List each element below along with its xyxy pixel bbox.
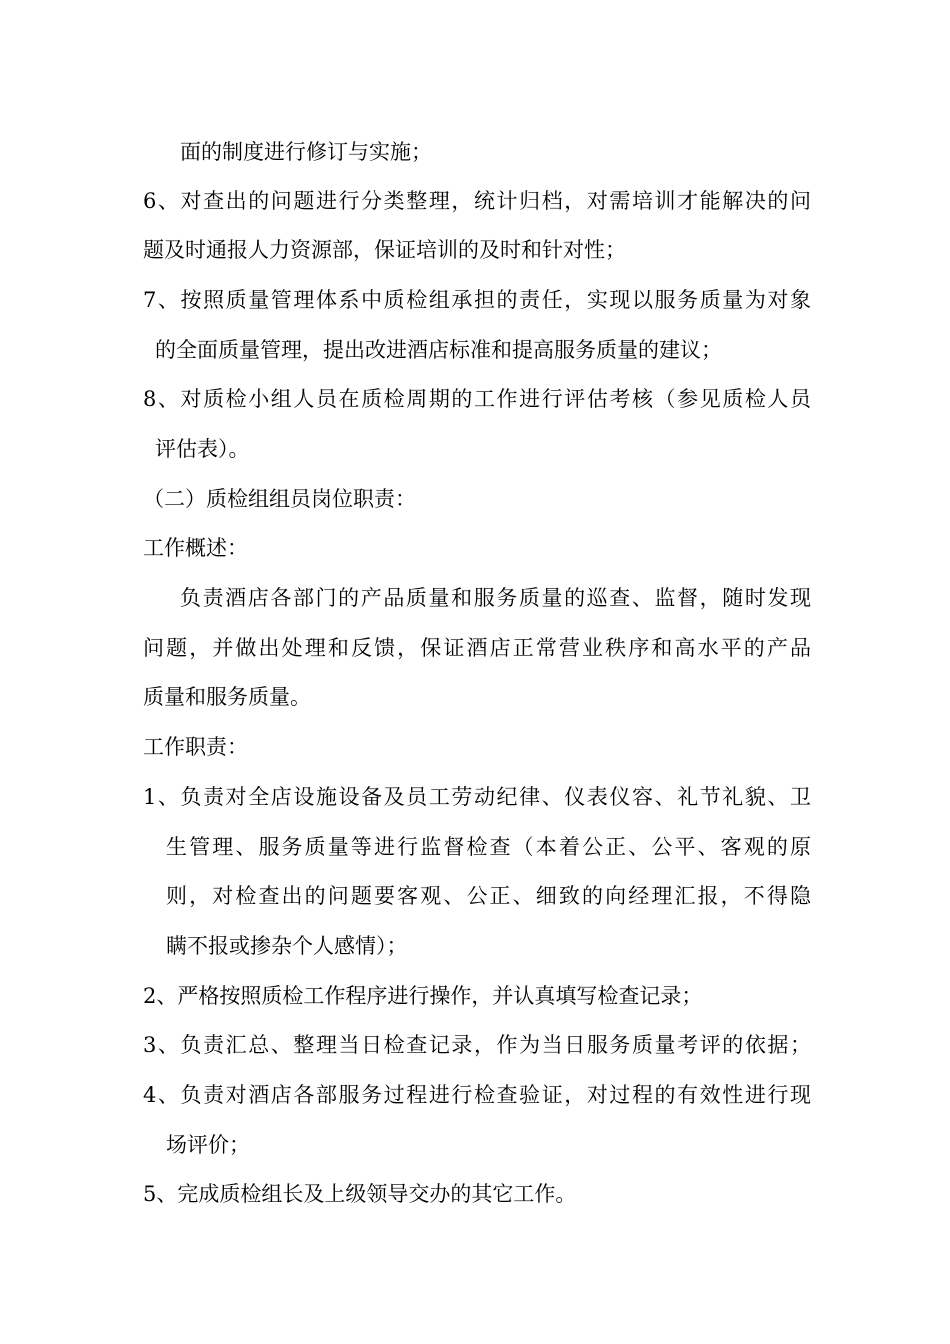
list-item-4: 4、负责对酒店各部服务过程进行检查验证，对过程的有效性进行现 bbox=[143, 1083, 811, 1107]
text-line: 瞒不报或掺杂个人感情）； bbox=[166, 934, 408, 958]
list-item-1: 1、负责对全店设施设备及员工劳动纪律、仪表仪容、礼节礼貌、卫 bbox=[143, 785, 811, 809]
section-heading: （二）质检组组员岗位职责： bbox=[143, 487, 416, 511]
paragraph-line: 质量和服务质量。 bbox=[143, 685, 311, 709]
text-line: 题及时通报人力资源部，保证培训的及时和针对性； bbox=[143, 238, 626, 262]
list-item-8: 8、对质检小组人员在质检周期的工作进行评估考核（参见质检人员 bbox=[143, 387, 811, 411]
subsection-heading: 工作职责： bbox=[143, 735, 248, 759]
text-line: 的全面质量管理，提出改进酒店标准和提高服务质量的建议； bbox=[155, 338, 722, 362]
list-item-5: 5、完成质检组长及上级领导交办的其它工作。 bbox=[143, 1182, 577, 1206]
list-item-7: 7、按照质量管理体系中质检组承担的责任，实现以服务质量为对象 bbox=[143, 288, 811, 312]
text-line: 面的制度进行修订与实施； bbox=[180, 140, 432, 164]
text-line: 生管理、服务质量等进行监督检查（本着公正、公平、客观的原 bbox=[166, 835, 811, 859]
list-item-6: 6、对查出的问题进行分类整理，统计归档，对需培训才能解决的问 bbox=[143, 189, 811, 213]
paragraph-line: 问题，并做出处理和反馈，保证酒店正常营业秩序和高水平的产品 bbox=[143, 636, 811, 660]
subsection-heading: 工作概述： bbox=[143, 536, 248, 560]
list-item-2: 2、严格按照质检工作程序进行操作，并认真填写检查记录； bbox=[143, 984, 703, 1008]
text-line: 则，对检查出的问题要客观、公正、细致的向经理汇报，不得隐 bbox=[166, 884, 811, 908]
text-line: 场评价； bbox=[166, 1133, 250, 1157]
list-item-3: 3、负责汇总、整理当日检查记录，作为当日服务质量考评的依据； bbox=[143, 1033, 811, 1057]
text-line: 评估表）。 bbox=[155, 437, 250, 461]
paragraph-line: 负责酒店各部门的产品质量和服务质量的巡查、监督，随时发现 bbox=[180, 586, 811, 610]
